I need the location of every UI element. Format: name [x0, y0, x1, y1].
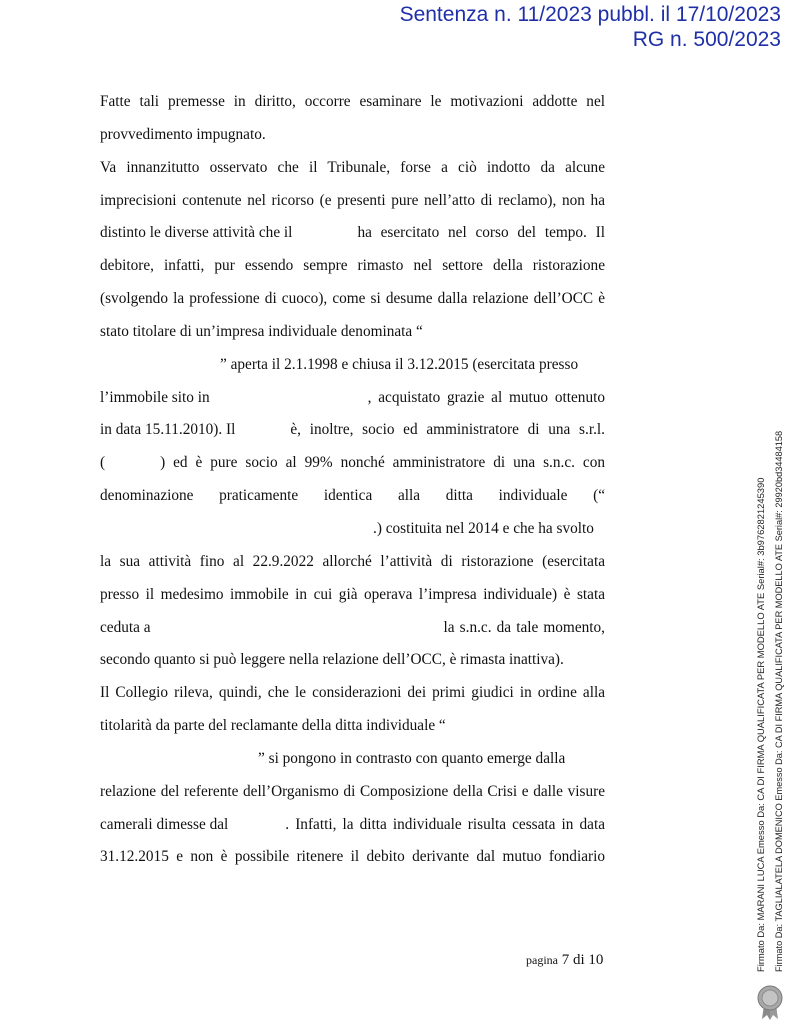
text-segment: denominazione praticamente identica alla ditta individuale (“: [100, 487, 605, 505]
text-line: [100, 579, 605, 612]
text-segment: Fatte tali premesse in diritto, occorre esaminare le motivazioni addotte nel: [100, 93, 605, 110]
text-segment: ” aperta il 2.1.1998 e chiusa il 3.12.2015 (esercitata presso: [220, 355, 579, 373]
text-segment: titolarità da parte del reclamante della ditta individuale “: [100, 717, 446, 735]
text-segment: ” si pongono in contrasto con quanto emerge dalla: [258, 749, 566, 767]
redacted-gap: [235, 414, 287, 447]
text-line: [100, 480, 605, 513]
text-line: [100, 414, 605, 447]
page-label: pagina: [526, 953, 558, 967]
text-line: [100, 283, 605, 316]
text-line: [100, 382, 605, 415]
text-line: [100, 217, 605, 250]
text-segment: camerali dimesse dal: [100, 815, 229, 833]
text-segment: , acquistato grazie al mutuo ottenuto: [367, 388, 605, 406]
text-segment: (svolgendo la professione di cuoco), come si desume dalla relazione dell’OCC è: [100, 290, 605, 308]
page-of: di: [573, 952, 585, 968]
text-segment: .) costituita nel 2014 e che ha svolto: [373, 519, 594, 537]
document-body: [100, 86, 605, 874]
text-line: [100, 776, 605, 809]
text-segment: distinto le diverse attività che il: [100, 224, 293, 242]
redacted-gap: [210, 382, 365, 415]
page-footer: [526, 952, 603, 969]
text-line: [100, 677, 605, 710]
text-segment: stato titolare di un’impresa individuale denominata “: [100, 322, 423, 340]
text-segment: . Infatti, la ditta individuale risulta cessata in data: [285, 815, 605, 833]
text-segment: (: [100, 454, 106, 472]
text-segment: relazione del referente dell’Organismo di Composizione della Crisi e dalle visure: [100, 782, 605, 800]
text-line: [100, 743, 605, 776]
redacted-gap: [228, 809, 282, 842]
text-line: [100, 152, 605, 185]
text-line: [100, 841, 605, 874]
redacted-gap: [105, 447, 157, 480]
digital-signature-1: Firmato Da: MARANI LUCA Emesso Da: CA DI FIRMA QUALIFICATA PER MODELLO ATE Serial#: 3b9762821245390: [755, 477, 766, 972]
text-segment: ha esercitato nel corso del tempo. Il: [357, 224, 605, 242]
page-total: 10: [588, 952, 604, 968]
text-segment: imprecisioni contenute nel ricorso (e presenti pure nell’atto di reclamo), non ha: [100, 191, 605, 209]
text-line: [100, 612, 605, 645]
digital-signature-2: Firmato Da: TAGLIALATELA DOMENICO Emesso Da: CA DI FIRMA QUALIFICATA PER MODELLO ATE Serial#: 29920bd34484158: [774, 430, 784, 972]
text-line: [100, 86, 605, 119]
text-line: [100, 513, 605, 546]
text-segment: 31.12.2015 e non è possibile ritenere il debito derivante dal mutuo fondiario: [100, 848, 605, 866]
text-segment: provvedimento impugnato.: [100, 125, 266, 143]
case-number: RG n. 500/2023: [632, 28, 781, 51]
text-segment: la s.n.c. da tale momento,: [443, 618, 605, 636]
document-header: [400, 2, 781, 52]
text-line: [100, 447, 605, 480]
text-segment: Il Collegio rileva, quindi, che le considerazioni dei primi giudici in ordine alla: [100, 684, 605, 702]
certification-seal-icon: [757, 985, 783, 1021]
text-segment: in data 15.11.2010). Il: [100, 421, 236, 439]
text-segment: ceduta a: [100, 618, 151, 636]
text-line: [100, 316, 605, 349]
text-segment: presso il medesimo immobile in cui già operava l’impresa individuale) è stata: [100, 585, 605, 603]
text-line: [100, 710, 605, 743]
text-segment: la sua attività fino al 22.9.2022 allorché l’attività di ristorazione (esercitata: [100, 552, 605, 570]
text-segment: è, inoltre, socio ed amministratore di una s.r.l.: [290, 421, 605, 439]
text-line: [100, 250, 605, 283]
text-segment: debitore, infatti, pur essendo sempre rimasto nel settore della ristorazione: [100, 257, 605, 275]
sentence-reference: Sentenza n. 11/2023 pubbl. il 17/10/2023: [399, 3, 781, 26]
text-segment: ) ed è pure socio al 99% nonché amministratore di una s.n.c. con: [160, 454, 605, 472]
redacted-gap: [151, 612, 441, 645]
redacted-gap: [292, 217, 354, 250]
page-number: 7: [561, 952, 570, 968]
text-line: [100, 349, 605, 382]
text-line: [100, 546, 605, 579]
text-line: [100, 644, 605, 677]
text-segment: secondo quanto si può leggere nella relazione dell’OCC, è rimasta inattiva).: [100, 651, 564, 669]
text-line: [100, 185, 605, 218]
text-segment: l’immobile sito in: [100, 388, 210, 406]
text-line: [100, 809, 605, 842]
text-segment: Va innanzitutto osservato che il Tribunale, forse a ciò indotto da alcune: [100, 158, 605, 176]
text-line: [100, 119, 605, 152]
